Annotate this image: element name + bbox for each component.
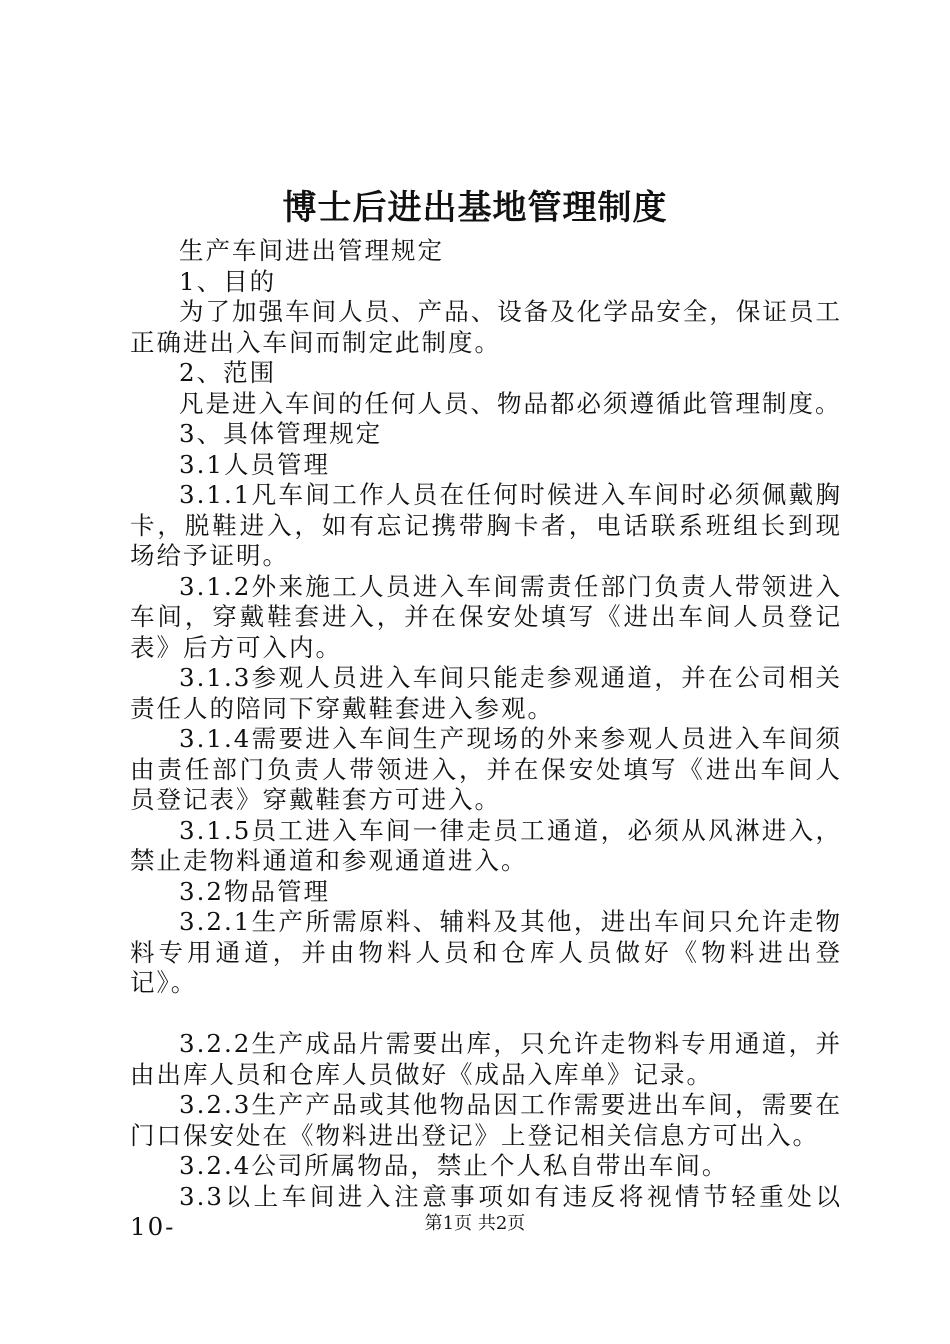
page-number: 第1页 共2页 [424, 1213, 526, 1234]
blank-line [130, 999, 842, 1030]
paragraph-heading-rules: 3、具体管理规定 [179, 419, 383, 448]
paragraph-3-1-3: 3.1.3参观人员进入车间只能走参观通道，并在公司相关责任人的陪同下穿戴鞋套进入参观。 [130, 663, 842, 723]
paragraph-3-2-2: 3.2.2生产成品片需要出库，只允许走物料专用通道，并由出库人员和仓库人员做好《成品入库单》记录。 [130, 1029, 842, 1089]
paragraph-3-2-1: 3.2.1生产所需原料、辅料及其他，进出车间只允许走物料专用通道，并由物料人员和仓库人员做好《物料进出登记》。 [130, 907, 842, 997]
paragraph-3-1-5: 3.1.5员工进入车间一律走员工通道，必须从风淋进入，禁止走物料通道和参观通道进入。 [130, 815, 842, 875]
paragraph-section-title: 生产车间进出管理规定 [179, 236, 444, 265]
paragraph-heading-personnel: 3.1人员管理 [179, 449, 330, 479]
page-footer [0, 1212, 950, 1236]
paragraph-scope: 凡是进入车间的任何人员、物品都必须遵循此管理制度。 [179, 388, 842, 418]
paragraph-3-3: 3.3以上车间进入注意事项如有违反将视情节轻重处以10- [130, 1181, 842, 1241]
paragraph-3-2-3: 3.2.3生产产品或其他物品因工作需要进出车间，需要在门口保安处在《物料进出登记》上登记相关信息方可出入。 [130, 1090, 842, 1150]
paragraph-3-1-4: 3.1.4需要进入车间生产现场的外来参观人员进入车间须由责任部门负责人带领进入，并在保安处填写《进出车间人员登记表》穿戴鞋套方可进入。 [130, 724, 842, 814]
document-title: 博士后进出基地管理制度 [282, 188, 668, 228]
paragraph-3-1-2: 3.1.2外来施工人员进入车间需责任部门负责人带领进入车间，穿戴鞋套进入，并在保安处填写《进出车间人员登记表》后方可入内。 [130, 571, 842, 662]
paragraph-3-2-4: 3.2.4公司所属物品，禁止个人私自带出车间。 [179, 1151, 729, 1180]
paragraph-heading-scope: 2、范围 [179, 358, 277, 387]
paragraph-purpose: 为了加强车间人员、产品、设备及化学品安全，保证员工正确进出入车间而制定此制度。 [130, 297, 842, 357]
paragraph-heading-items: 3.2物品管理 [179, 876, 330, 906]
document-body [130, 236, 842, 1243]
paragraph-heading-purpose: 1、目的 [179, 266, 277, 296]
paragraph-3-1-1: 3.1.1凡车间工作人员在任何时候进入车间时必须佩戴胸卡，脱鞋进入，如有忘记携带胸卡者，电话联系班组长到现场给予证明。 [130, 480, 842, 570]
